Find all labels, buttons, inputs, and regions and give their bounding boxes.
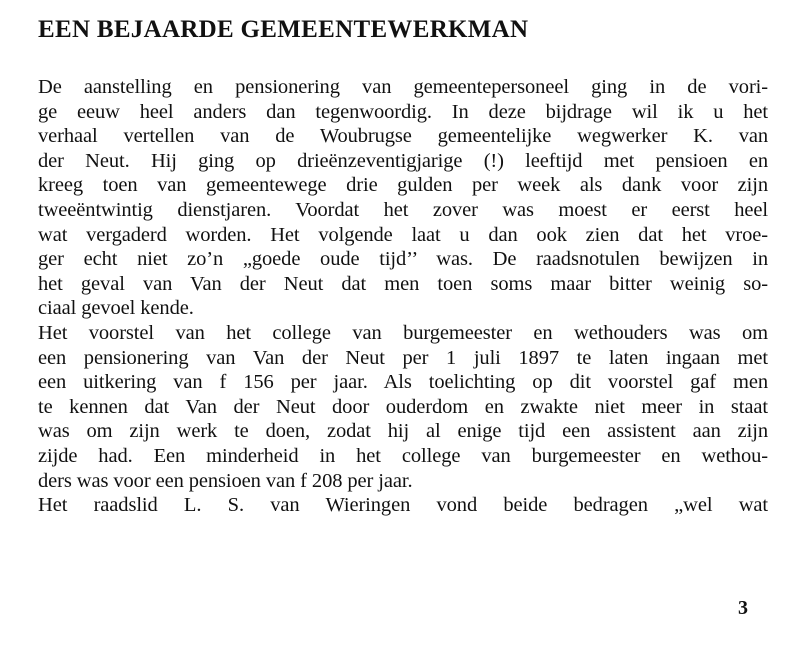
text-line: verhaal vertellen van de Woubrugse gemeentelijke wegwerker K. van — [38, 125, 768, 148]
text-line: kreeg toen van gemeentewege drie gulden per week als dank voor zijn — [38, 174, 768, 197]
article-title: EEN BEJAARDE GEMEENTEWERKMAN — [38, 16, 529, 43]
page-number: 3 — [738, 597, 748, 619]
text-line: het geval van Van der Neut dat men toen soms maar bitter weinig so- — [38, 272, 768, 295]
text-line: De aanstelling en pensionering van gemeentepersoneel ging in de vori- — [38, 76, 768, 98]
text-line: ders was voor een pensioen van f 208 per jaar. — [38, 469, 413, 492]
text-line: wat vergaderd worden. Het volgende laat u dan ook zien dat het vroe- — [38, 223, 768, 246]
text-line: der Neut. Hij ging op drieënzeventigjarige (!) leeftijd met pensioen en — [38, 149, 768, 172]
text-line: tweeëntwintig dienstjaren. Voordat het zover was moest er eerst heel — [38, 198, 768, 221]
text-line: Het voorstel van het college van burgemeester en wethouders was om — [38, 321, 768, 344]
article-body — [38, 75, 768, 518]
text-line: was om zijn werk te doen, zodat hij al enige tijd een assistent aan zijn — [38, 420, 768, 443]
text-line: zijde had. Een minderheid in het college van burgemeester en wethou- — [38, 444, 768, 467]
text-line: ciaal gevoel kende. — [38, 297, 194, 320]
text-line: een uitkering van f 156 per jaar. Als toelichting op dit voorstel gaf men — [38, 371, 768, 394]
text-line: ger echt niet zo’n „goede oude tijd’’ was. De raadsnotulen bewijzen in — [38, 248, 768, 271]
text-line: ge eeuw heel anders dan tegenwoordig. In deze bijdrage wil ik u het — [38, 100, 768, 123]
text-line: te kennen dat Van der Neut door ouderdom en zwakte niet meer in staat — [38, 395, 768, 418]
text-line: Het raadslid L. S. van Wieringen vond beide bedragen „wel wat — [38, 494, 768, 517]
text-line: een pensionering van Van der Neut per 1 juli 1897 te laten ingaan met — [38, 346, 768, 369]
